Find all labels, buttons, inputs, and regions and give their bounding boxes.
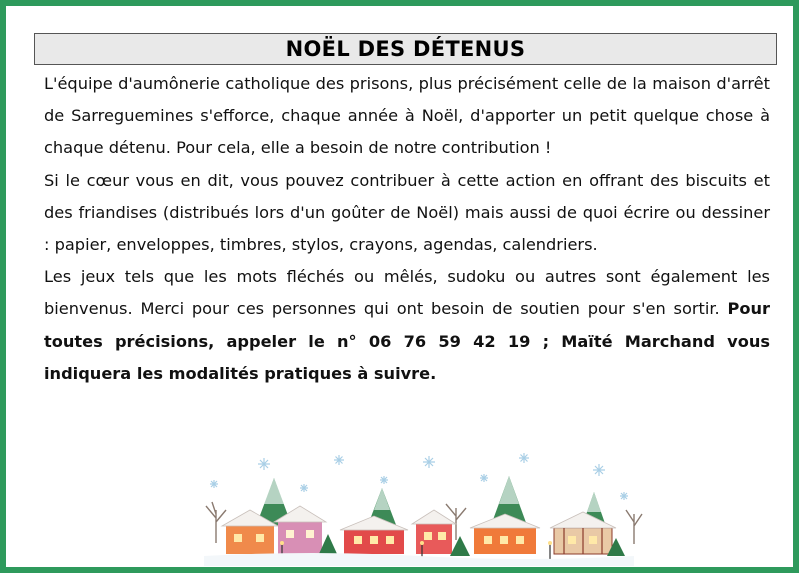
snowflake-icon <box>300 484 308 492</box>
paragraph-donations: Si le cœur vous en dit, vous pouvez contribuer à cette action en offrant des biscuits et des friandises (distribués lors d'un goûter de Noël) mais aussi de quoi écrire ou dessiner : papier, enveloppes, timbres, stylos, crayons, agendas, calendriers. <box>44 170 770 255</box>
paragraph-intro: L'équipe d'aumônerie catholique des prisons, plus précisément celle de la maison d'arrêt de Sarreguemines s'efforce, chaque année à Noël, d'apporter un petit quelque chose à chaque détenu. Pour cela, elle a besoin de notre contribution ! <box>44 74 770 158</box>
bare-tree-icon <box>626 510 642 544</box>
house-icon <box>550 512 616 554</box>
paragraph-games-text: Les jeux tels que les mots fléchés ou mêlés, sudoku ou autres sont également les bienvenus. Merci pour ces personnes qui ont besoin de soutien pour s'en sortir. <box>44 267 770 319</box>
winter-village-illustration <box>194 448 644 566</box>
snowflake-icon <box>519 453 529 463</box>
snowflake-icon <box>593 464 605 476</box>
article-body <box>44 68 770 390</box>
house-icon <box>340 516 408 554</box>
snowflake-icon <box>423 456 435 468</box>
house-icon <box>470 514 540 554</box>
page-title: NOËL DES DÉTENUS <box>285 37 526 61</box>
bare-tree-icon <box>206 502 226 543</box>
pine-tree-icon <box>450 536 470 556</box>
snowflake-icon <box>334 455 344 465</box>
title-banner <box>34 33 777 65</box>
snow-ground <box>204 553 634 566</box>
contact-info: Pour toutes précisions, appeler le n° 06 76 59 42 19 ; Maïté Marchand vous indiquera les modalités pratiques à suivre. <box>44 299 770 383</box>
snowflake-icon <box>620 492 628 500</box>
snowflake-icon <box>380 476 388 484</box>
paragraph-games <box>44 261 770 390</box>
snowflake-icon <box>480 474 488 482</box>
snowflake-icon <box>210 480 218 488</box>
snowflake-icon <box>258 458 270 470</box>
house-icon <box>412 510 456 554</box>
